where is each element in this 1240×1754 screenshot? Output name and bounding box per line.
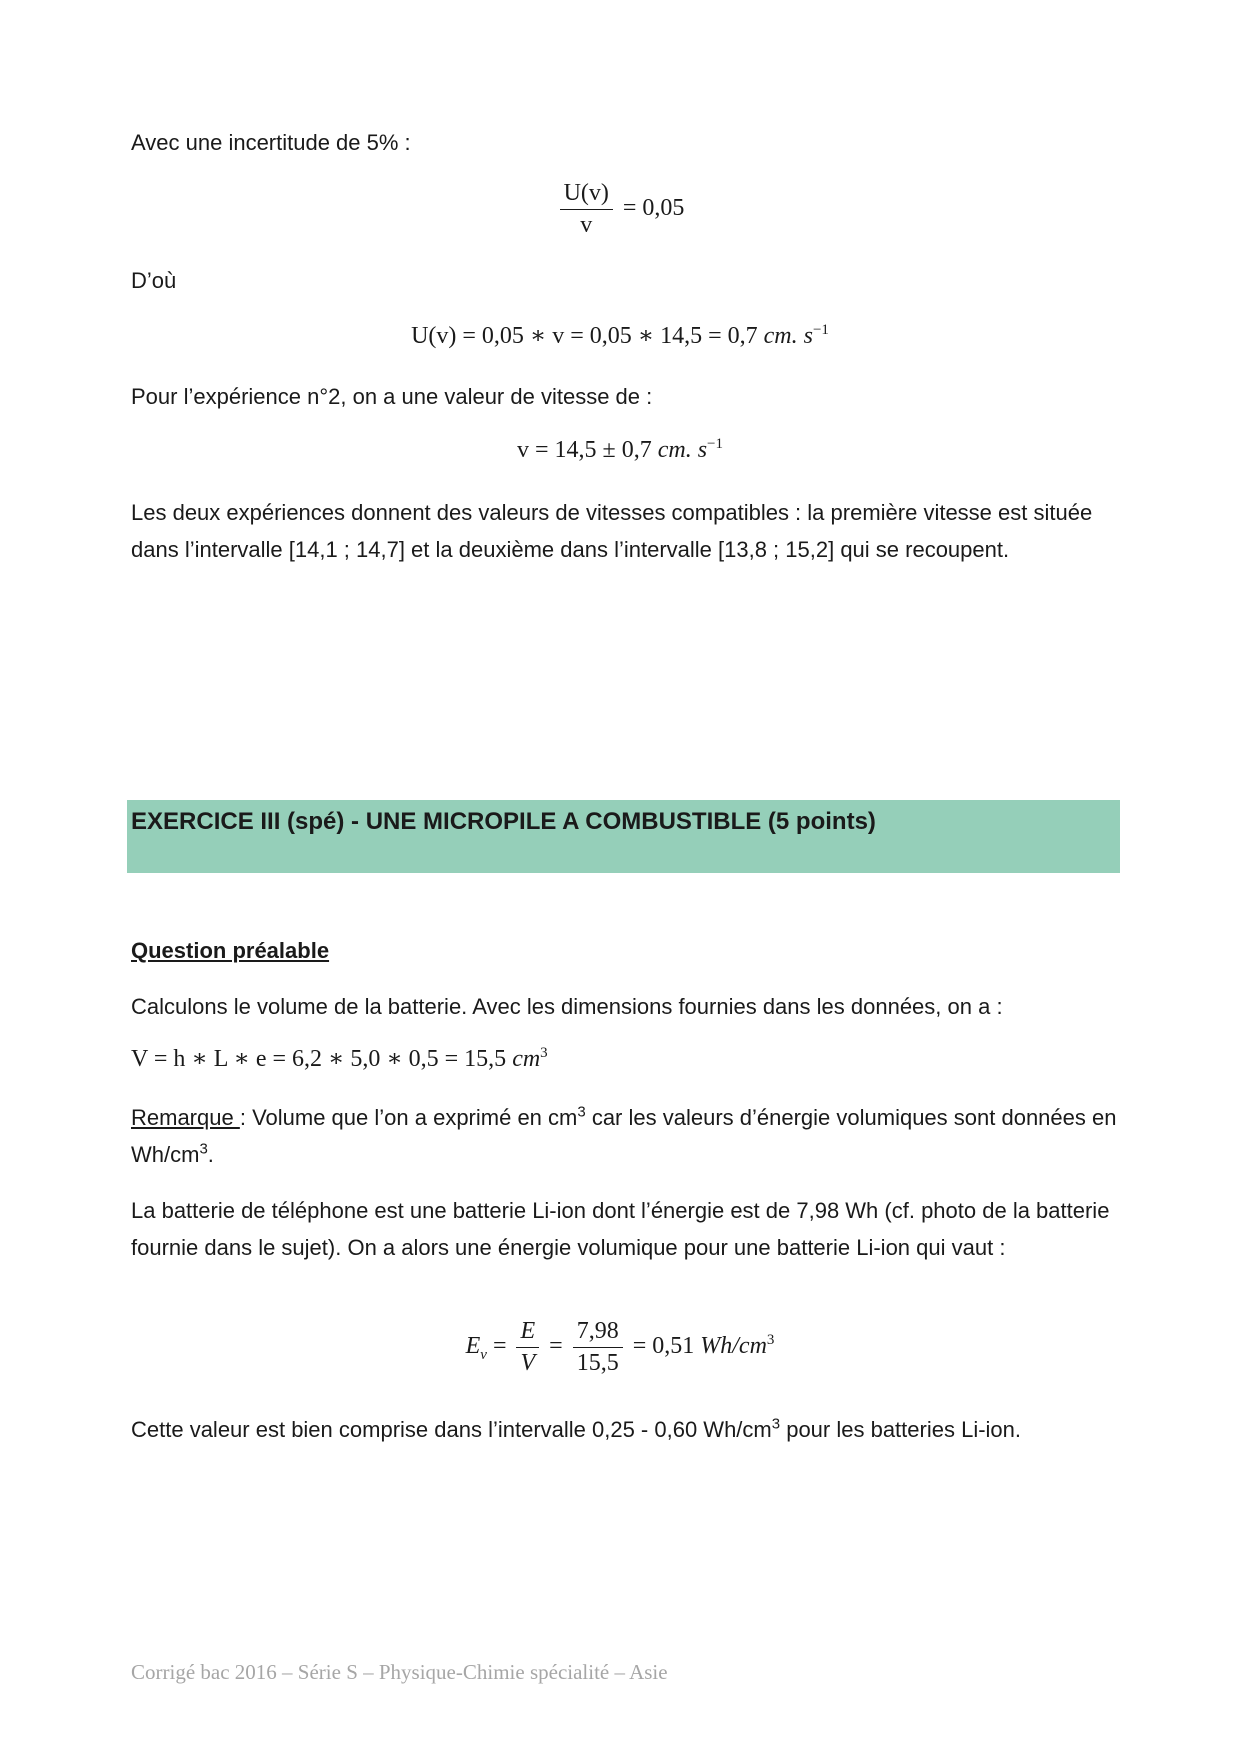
fraction-denominator: 15,5 <box>576 1350 619 1376</box>
equals-sign: = <box>549 1333 563 1360</box>
remark-text: . <box>207 1142 214 1167</box>
conclusion-text: pour les batteries Li-ion. <box>780 1417 1021 1442</box>
equals-sign: = <box>492 1333 507 1360</box>
fraction-numerator: E <box>520 1318 536 1344</box>
fraction-denominator: V <box>520 1350 536 1376</box>
fraction <box>560 180 613 239</box>
equation-exponent: −1 <box>812 322 829 338</box>
fraction-numerator: U(v) <box>560 180 613 210</box>
equation-lhs: E <box>465 1333 481 1360</box>
equation-unit: cm. s <box>657 437 708 463</box>
equation-relative-uncertainty <box>0 180 1240 239</box>
equation-exponent: 3 <box>766 1332 775 1349</box>
experiment-2-text: Pour l’expérience n°2, on a une valeur de vitesse de : <box>131 384 653 409</box>
equation-unit: cm <box>512 1046 541 1072</box>
fraction <box>516 1318 539 1377</box>
equation-volumetric-energy <box>0 1318 1240 1377</box>
equation-volume <box>131 1044 548 1073</box>
equation-unit: cm. s <box>763 323 813 349</box>
remark-paragraph <box>131 1099 1121 1173</box>
equation-lhs: V = h ∗ L ∗ e = 6,2 ∗ 5,0 ∗ 0,5 = 15,5 <box>131 1046 513 1072</box>
equation-rhs: = 0,51 <box>632 1333 701 1360</box>
dou-text: D’où <box>131 268 177 293</box>
remark-exponent: 3 <box>199 1140 208 1158</box>
volume-calc-text: Calculons le volume de la batterie. Avec les dimensions fournies dans les données, on a : <box>131 994 1003 1019</box>
equation-absolute-uncertainty <box>0 321 1240 350</box>
conclusion-paragraph <box>131 1411 1121 1448</box>
equation-velocity-result <box>0 437 1240 464</box>
fraction <box>573 1318 623 1377</box>
remark-exponent: 3 <box>577 1103 586 1121</box>
intro-uncertainty-text: Avec une incertitude de 5% : <box>131 130 411 155</box>
page-footer: Corrigé bac 2016 – Série S – Physique-Chimie spécialité – Asie <box>131 1660 668 1684</box>
equation-subscript: v <box>480 1346 487 1363</box>
equation-exponent: −1 <box>707 436 723 452</box>
equation-rhs: = 0,05 <box>622 195 685 222</box>
exercise-title: EXERCICE III (spé) - UNE MICROPILE A COMBUSTIBLE (5 points) <box>131 808 876 835</box>
equation-lhs: v = 14,5 ± 0,7 <box>516 437 658 463</box>
compatibility-paragraph: Les deux expériences donnent des valeurs de vitesses compatibles : la première vitesse est située dans l’intervalle [14,1 ; 14,7] et la deuxième dans l’intervalle [13,8 ; 15,2] qui se recoupent. <box>131 500 1093 562</box>
fraction-numerator: 7,98 <box>573 1318 623 1348</box>
battery-paragraph: La batterie de téléphone est une batterie Li-ion dont l’énergie est de 7,98 Wh (cf. photo de la batterie fournie dans le sujet). On a alors une énergie volumique pour une batterie Li-ion qui vaut : <box>131 1198 1110 1260</box>
equation-unit: Wh/cm <box>700 1333 767 1360</box>
exercise-banner <box>127 800 1120 873</box>
fraction-denominator: v <box>580 212 593 238</box>
question-heading: Question préalable <box>131 938 330 963</box>
equation-exponent: 3 <box>540 1045 548 1061</box>
conclusion-exponent: 3 <box>771 1415 781 1433</box>
remark-text: car les valeurs d’énergie volumiques sont données en Wh/cm <box>131 1105 1117 1167</box>
remark-text: : Volume que l’on a exprimé en cm <box>239 1105 578 1130</box>
conclusion-text: Cette valeur est bien comprise dans l’intervalle 0,25 - 0,60 Wh/cm <box>131 1417 772 1442</box>
equation-lhs: U(v) = 0,05 ∗ v = 0,05 ∗ 14,5 = 0,7 <box>411 323 764 349</box>
remark-label: Remarque <box>131 1105 240 1130</box>
